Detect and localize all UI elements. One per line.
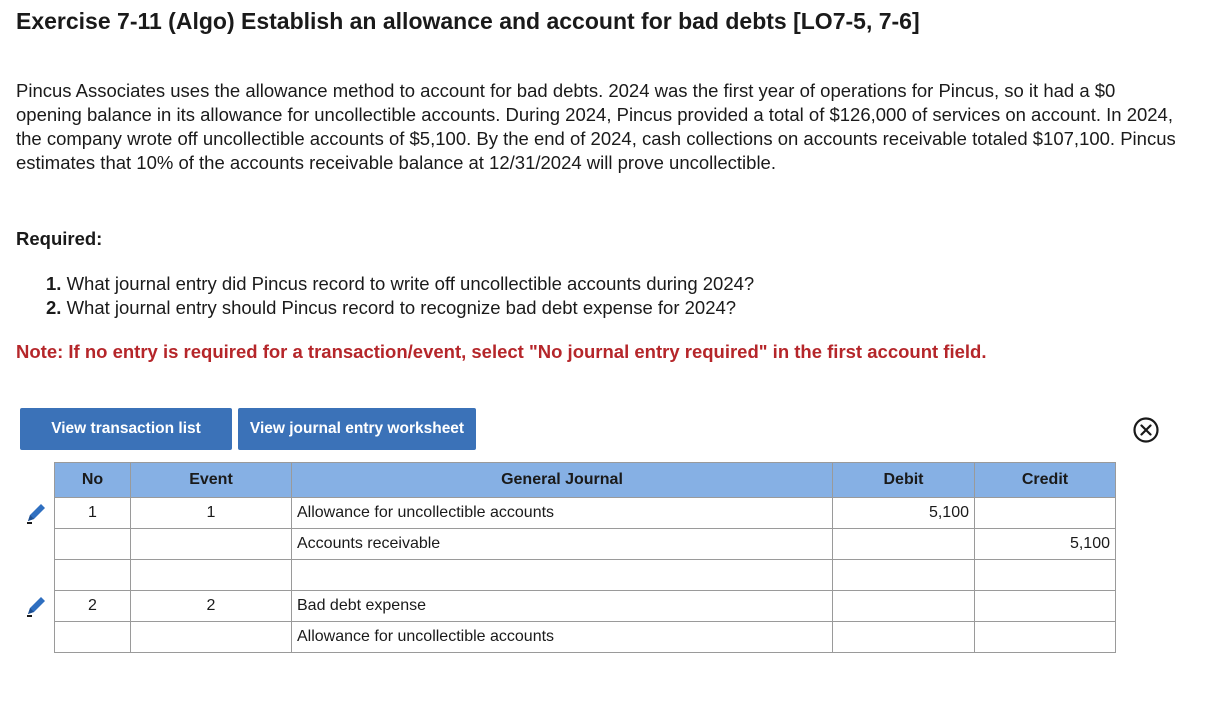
- header-general-journal: General Journal: [292, 463, 833, 498]
- cell-no: 1: [55, 498, 131, 529]
- cell-no: [55, 560, 131, 591]
- header-event: Event: [131, 463, 292, 498]
- cell-debit: [833, 622, 975, 653]
- cell-credit: [975, 591, 1116, 622]
- cell-credit: [975, 498, 1116, 529]
- edit-entry-1-icon[interactable]: [24, 501, 50, 525]
- cell-debit: [833, 529, 975, 560]
- cell-account: [292, 560, 833, 591]
- header-no: No: [55, 463, 131, 498]
- header-debit: Debit: [833, 463, 975, 498]
- table-row: [55, 560, 1116, 591]
- cell-credit: 5,100: [975, 529, 1116, 560]
- cell-debit: [833, 560, 975, 591]
- cell-event: [131, 529, 292, 560]
- view-journal-worksheet-button[interactable]: View journal entry worksheet: [238, 408, 476, 450]
- question-number: 1.: [46, 273, 62, 294]
- question-text: What journal entry did Pincus record to write off uncollectible accounts during 2024?: [66, 273, 755, 294]
- cell-debit: 5,100: [833, 498, 975, 529]
- exercise-title: Exercise 7-11 (Algo) Establish an allowance and account for bad debts [LO7-5, 7-6]: [16, 8, 920, 34]
- question-2: [46, 296, 754, 320]
- journal-table: [54, 462, 1116, 653]
- cell-no: [55, 529, 131, 560]
- question-1: [46, 272, 754, 296]
- cell-debit: [833, 591, 975, 622]
- header-credit: Credit: [975, 463, 1116, 498]
- cell-event: 2: [131, 591, 292, 622]
- question-number: 2.: [46, 297, 62, 318]
- view-transaction-list-button[interactable]: View transaction list: [20, 408, 232, 450]
- cell-event: [131, 622, 292, 653]
- required-label: Required:: [16, 228, 103, 249]
- table-row: [55, 498, 1116, 529]
- table-row: [55, 591, 1116, 622]
- close-icon[interactable]: [1132, 416, 1160, 444]
- edit-entry-2-icon[interactable]: [24, 594, 50, 618]
- cell-credit: [975, 560, 1116, 591]
- question-text: What journal entry should Pincus record to recognize bad debt expense for 2024?: [66, 297, 737, 318]
- problem-paragraph: Pincus Associates uses the allowance method to account for bad debts. 2024 was the first year of operations for Pincus, so it had a $0 opening balance in its allowance for uncollectible accounts. During 2024, Pincus provided a total of $126,000 of services on account. In 2024, the company wrote off uncollectible accounts of $5,100. By the end of 2024, cash collections on accounts receivable totaled $107,100. Pincus estimates that 10% of the accounts receivable balance at 12/31/2024 will prove uncollectible.: [16, 80, 1176, 173]
- cell-account: Bad debt expense: [292, 591, 833, 622]
- cell-account: Allowance for uncollectible accounts: [292, 498, 833, 529]
- required-list: [46, 272, 754, 320]
- note-text: Note: If no entry is required for a transaction/event, select "No journal entry required" in the first account field.: [16, 341, 987, 362]
- cell-no: 2: [55, 591, 131, 622]
- cell-event: [131, 560, 292, 591]
- cell-event: 1: [131, 498, 292, 529]
- cell-credit: [975, 622, 1116, 653]
- cell-account: Accounts receivable: [292, 529, 833, 560]
- table-header-row: [55, 463, 1116, 498]
- table-row: [55, 529, 1116, 560]
- cell-account: Allowance for uncollectible accounts: [292, 622, 833, 653]
- table-row: [55, 622, 1116, 653]
- cell-no: [55, 622, 131, 653]
